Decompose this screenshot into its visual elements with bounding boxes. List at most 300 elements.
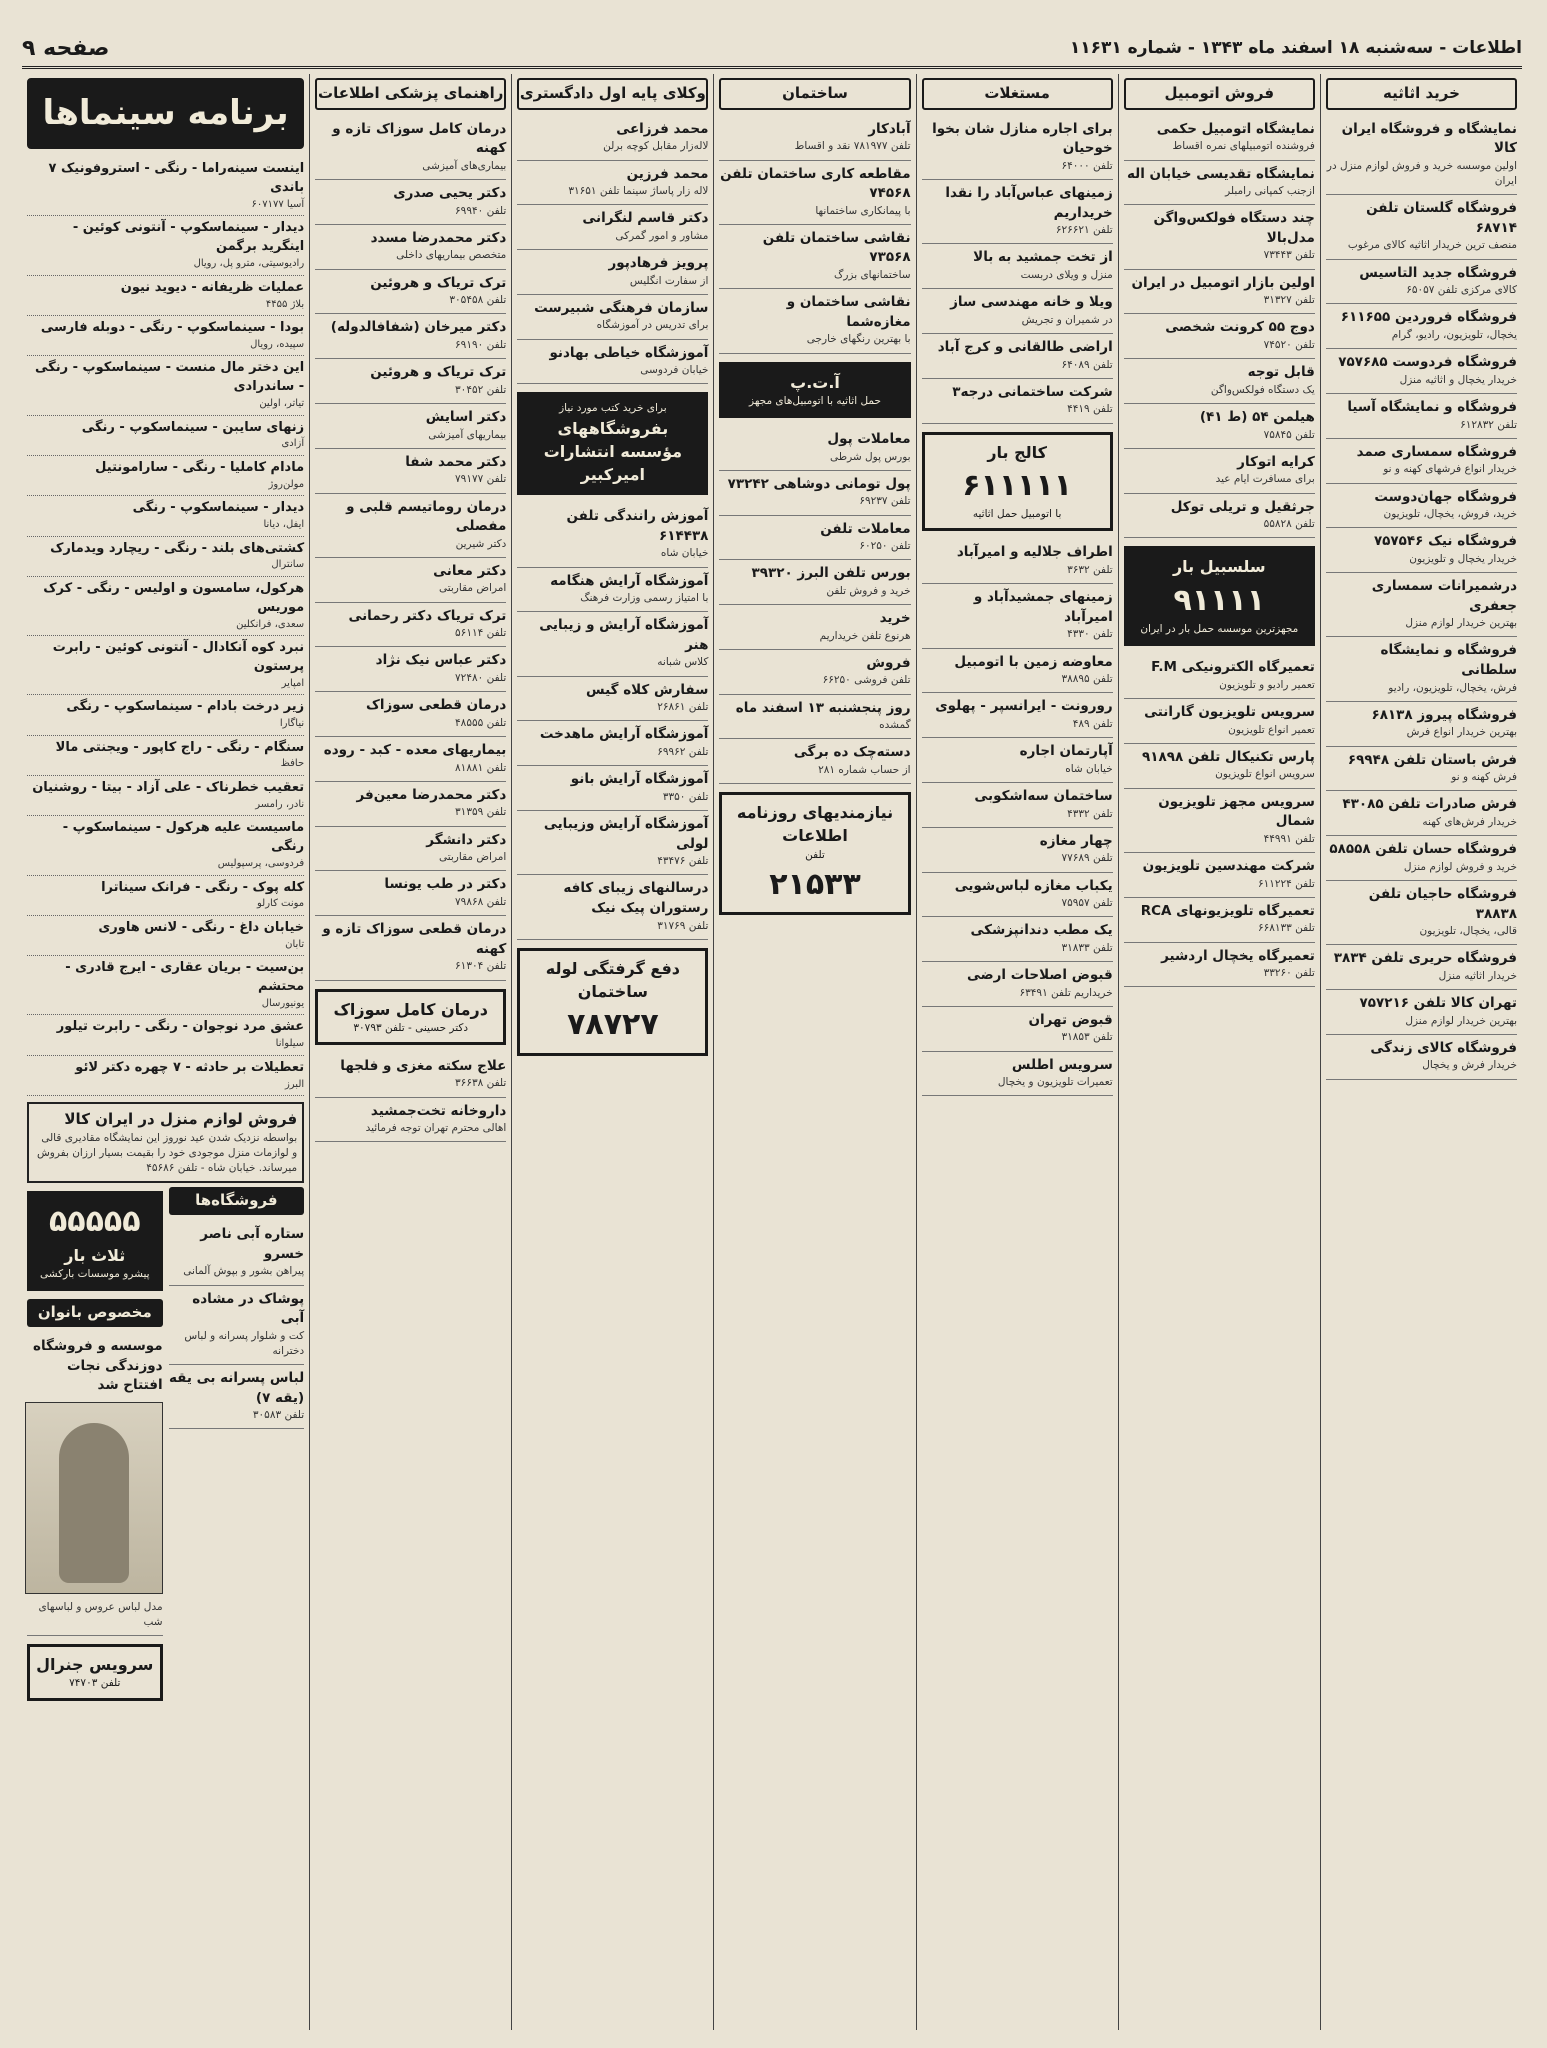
- ad-title: فروشگاه پیروز ۶۸۱۳۸: [1371, 706, 1517, 723]
- ad-item: [315, 558, 506, 603]
- film-listing: [27, 916, 304, 956]
- ad-item: [922, 649, 1113, 694]
- ad-body: خریدار یخچال و تلویزیون: [1409, 552, 1517, 565]
- ad-item: [922, 917, 1113, 962]
- ad-body: تلفن ۳۰۵۸۳: [252, 1409, 305, 1422]
- ad-title: رورونت - ایرانسپر - پهلوی: [935, 698, 1113, 715]
- ad-list: [922, 539, 1113, 1096]
- ad-body: خیابان شاه: [660, 547, 709, 560]
- ad-item: [922, 584, 1113, 648]
- ad-item: [1124, 116, 1315, 161]
- ad-title: زنهای سایبن - سینماسکوپ - رنگی: [81, 419, 305, 435]
- notice-body: بواسطه نزدیک شدن عید نوروز این نمایشگاه مقادیری قالی و لوازمات منزل موجودی خود را بقیمت بسیار ارزان بفروش میرساند. خیابان شاه - تلفن ۴۵۶۸۶: [36, 1131, 298, 1175]
- special-ad: [27, 1333, 163, 1636]
- ad-body: آزادی: [281, 438, 305, 450]
- cinema-header: برنامه سینماها: [27, 78, 304, 149]
- ad-item: [1124, 654, 1315, 699]
- ad-title: دیدار - سینماسکوپ - رنگی: [132, 500, 305, 516]
- ad-item: [517, 766, 708, 811]
- film-listing: [27, 876, 304, 916]
- ad-item: [719, 161, 910, 225]
- column-medical-guide: [309, 74, 511, 2030]
- ad-title: دکتر محمدرضا مسدد: [370, 229, 507, 246]
- ad-item: [169, 1286, 305, 1366]
- ad-title: ترک تریاک و هروئین: [370, 364, 507, 381]
- ad-title: فروشگاه فردوست ۷۵۷۶۸۵: [1338, 354, 1517, 371]
- ad-title: محمد فرزین: [626, 165, 709, 182]
- ad-item: [315, 1053, 506, 1098]
- ad-body: تلفن ۳۶۶۳۸: [455, 1077, 507, 1090]
- ad-title: فروشگاه کالای زندگی: [1370, 1039, 1517, 1056]
- ad-title: پارس تکنیکال تلفن ۹۱۸۹۸: [1141, 748, 1315, 765]
- ad-body: تلفن ۳۸۸۹۵: [1061, 673, 1113, 686]
- ad-item: [922, 116, 1113, 180]
- ad-item: [922, 539, 1113, 584]
- column-real-estate: [916, 74, 1118, 2030]
- ad-body: تلفن ۷۵۸۴۵: [1263, 428, 1315, 441]
- box-phone: ۵۵۵۵۵: [49, 1204, 141, 1240]
- ad-item: [922, 693, 1113, 738]
- ad-item: [922, 379, 1113, 424]
- ad-body: حافظ: [280, 758, 305, 770]
- ad-title: خرید: [879, 610, 911, 627]
- ad-title: نمایشگاه تقدیسی خیابان اله: [1126, 165, 1315, 182]
- film-listing: [27, 736, 304, 776]
- box-title: دفع گرفتگی لوله ساختمان: [545, 958, 680, 1001]
- ad-body: خریداریم تلفن ۶۳۴۹۱: [1019, 986, 1113, 999]
- ad-title: آموزشگاه آرایش وزیبایی لولی: [543, 816, 709, 852]
- ad-body: تلفن ۷۵۹۵۷: [1061, 897, 1113, 910]
- ad-title: ترک تریاک دکتر رحمانی: [348, 607, 507, 624]
- ad-body: تابان: [285, 938, 305, 950]
- ad-item: [315, 494, 506, 558]
- ad-body: تلفن ۷۲۴۸۰: [455, 672, 507, 685]
- ad-item: [315, 225, 506, 270]
- ad-body: مونت کارلو: [257, 898, 305, 910]
- ad-body: تلفن ۶۱۳۰۴: [455, 960, 507, 973]
- ad-list: [517, 116, 708, 385]
- ad-title: علاج سکته مغزی و فلجها: [340, 1057, 507, 1074]
- ad-title: ویلا و خانه مهندسی ساز: [950, 294, 1113, 311]
- ad-body: تیاتر، اولین: [259, 398, 305, 410]
- ad-item: [1326, 260, 1517, 305]
- ad-title: تهران کالا تلفن ۷۵۷۲۱۶: [1359, 995, 1517, 1012]
- ad-body: تلفن ۴۳۳۰: [1067, 628, 1113, 641]
- box-title: سرویس جنرال: [36, 1655, 154, 1675]
- ad-body: بورس پول شرطی: [829, 450, 911, 463]
- ad-title: خیابان داغ - رنگی - لانس هاوری: [98, 919, 305, 935]
- ad-body: تلفن ۳۱۸۳۳: [1061, 941, 1113, 954]
- ad-body: لاله زار پاساژ سینما تلفن ۳۱۶۵۱: [568, 185, 709, 198]
- ad-body: یخچال، تلویزیون، رادیو، گرام: [1391, 329, 1517, 341]
- ad-item: [517, 568, 708, 613]
- section-header: راهنمای پزشکی اطلاعات: [315, 78, 506, 110]
- ad-title: این دختر مال منست - سینماسکوپ - رنگی - ساندرادی: [35, 360, 305, 395]
- ad-title: محمد فرزاعی: [616, 120, 709, 137]
- ad-body: البرز: [284, 1078, 305, 1090]
- ad-item: [315, 449, 506, 494]
- ad-title: تعمیرگاه تلویزیونهای RCA: [1140, 902, 1315, 919]
- ad-body: تلفن ۴۳۳۲: [1067, 807, 1113, 820]
- ad-title: داروخانه تخت‌جمشید: [370, 1102, 507, 1119]
- film-listing: [27, 276, 304, 316]
- ad-title: اولین بازار اتومبیل در ایران: [1131, 274, 1315, 291]
- ad-title: بودا - سینماسکوپ - رنگی - دوبله فارسی: [40, 320, 305, 336]
- box-title: کالج بار: [987, 442, 1047, 462]
- ad-body: خریدار فرش و یخچال: [1422, 1059, 1517, 1072]
- ad-item: [1326, 116, 1517, 196]
- ad-title: نقاشی ساختمان تلفن ۷۳۵۶۸: [762, 229, 911, 266]
- ad-item: [1326, 791, 1517, 836]
- ad-title: دوج ۵۵ کرونت شخصی: [1165, 319, 1315, 336]
- ad-title: سازمان فرهنگی شبیرست: [534, 299, 709, 316]
- ad-body: مولن‌روژ: [268, 478, 305, 490]
- ad-body: تلفن ۶۱۱۲۲۴: [1257, 877, 1315, 890]
- ad-title: موسسه و فروشگاه دوزندگی نجات افتتاح شد: [32, 1338, 163, 1394]
- ad-title: آموزشگاه آرایش و زیبایی هنر: [539, 617, 709, 653]
- ad-item: [719, 739, 910, 784]
- ad-item: [315, 270, 506, 315]
- ad-item: [719, 225, 910, 289]
- ad-body: تلفن ۴۸۹: [1072, 717, 1113, 730]
- box-subtitle: مجهزترین موسسه حمل بار در ایران: [1140, 623, 1299, 636]
- ad-title: دکتر معانی: [433, 562, 507, 579]
- ad-title: دکتر محمدرضا معین‌فر: [356, 786, 507, 803]
- box-subtitle: پیشرو موسسات بارکشی: [39, 1268, 150, 1281]
- ad-title: دکتر اسایش: [425, 409, 507, 425]
- ad-item: [315, 1098, 506, 1143]
- ad-item: [315, 827, 506, 872]
- ad-title: دکتر دانشگر: [426, 831, 507, 848]
- ad-title: سنگام - رنگی - راج کاپور - ویجنتی مالا: [55, 739, 305, 755]
- ad-title: فروش: [866, 654, 911, 671]
- ad-body: خیابان فردوسی: [640, 364, 709, 377]
- section-header: خرید اثاثیه: [1326, 78, 1517, 110]
- box-subtitle: تلفن: [805, 848, 825, 861]
- ad-title: فرش باستان تلفن ۶۹۹۴۸: [1347, 751, 1517, 768]
- box-subtitle: با اتومبیل حمل اثاثیه: [972, 508, 1062, 521]
- box-subtitle: برای خرید کتب مورد نیاز: [559, 402, 667, 415]
- page-number: صفحه ۹: [22, 35, 110, 61]
- ad-body: خریدار فرش‌های کهنه: [1422, 815, 1517, 828]
- ad-item: [517, 677, 708, 722]
- ad-title: مقاطعه کاری ساختمان تلفن ۷۴۵۶۸: [720, 165, 911, 202]
- box-phone: ۶۱۱۱۱۱: [962, 467, 1073, 503]
- section-header: مستغلات: [922, 78, 1113, 110]
- classifieds-phone-box: [719, 792, 910, 915]
- ad-body: اولین موسسه خرید و فروش لوازم منزل در ایران: [1326, 159, 1517, 188]
- ad-item: [1326, 747, 1517, 792]
- ad-item: [315, 871, 506, 916]
- ad-body: سانترال: [271, 559, 305, 571]
- ad-body: رادیوسیتی، مترو پل، رویال: [193, 258, 305, 270]
- ad-body: برای مسافرت ایام عید: [1215, 473, 1315, 486]
- ad-title: سفارش کلاه گیس: [586, 681, 709, 698]
- ad-title: از تخت جمشید به بالا: [973, 249, 1113, 266]
- ad-title: یکباب مغازه لباس‌شویی: [954, 877, 1113, 894]
- ad-title: دکتر قاسم لنگرانی: [582, 210, 709, 227]
- ad-item: [1124, 449, 1315, 494]
- ad-body: خیابان شاه: [1065, 762, 1113, 775]
- ad-title: سرویس اطلس: [1011, 1056, 1113, 1073]
- ad-title: شرکت مهندسین تلویزیون: [1142, 857, 1315, 874]
- ad-body: تلفن ۳۰۵۴۵۸: [449, 294, 507, 307]
- ad-title: قابل توجه: [1247, 364, 1315, 381]
- ad-body: تلفن ۳۱۷۶۹: [657, 919, 709, 932]
- ad-item: [517, 340, 708, 385]
- box-title: سلسبیل بار: [1172, 557, 1266, 577]
- ad-item: [1124, 314, 1315, 359]
- ad-item: [1124, 898, 1315, 943]
- ad-title: فروشگاه حاجیان تلفن ۳۸۸۳۸: [1368, 885, 1517, 922]
- film-listing: [27, 496, 304, 536]
- ad-title: دکتر میرخان (شفافالدوله): [330, 319, 507, 336]
- ad-body: فرش کهنه و نو: [1451, 771, 1517, 784]
- ad-title: نقاشی ساختمان و مغازه‌شما: [786, 294, 911, 330]
- ad-body: سعدی، فرانکلین: [236, 618, 305, 630]
- ad-title: کرایه اتوکار: [1237, 453, 1315, 470]
- ad-body: تلفن ۳۱۳۵۹: [455, 806, 507, 819]
- ad-body: تلفن ۴۴۹۹۱: [1263, 832, 1315, 845]
- ad-list: [1124, 654, 1315, 987]
- ad-title: دکتر عباس نیک نژاد: [375, 652, 507, 669]
- ad-title: سرویس تلویزیون گارانتی: [1144, 704, 1315, 721]
- ad-title: سرویس مجهز تلویزیون شمال: [1158, 793, 1315, 830]
- ad-body: تلفن ۷۷۶۸۹: [1061, 852, 1113, 865]
- ad-title: آبادکار: [868, 120, 911, 137]
- ad-item: [922, 1007, 1113, 1052]
- ad-body: تلفن ۶۱۲۸۳۲: [1460, 418, 1517, 431]
- ad-body: خریدار یخچال و اثاثیه منزل: [1399, 373, 1517, 386]
- ad-item: [517, 295, 708, 340]
- box-subtitle: تلفن ۷۴۷۰۳: [69, 1677, 121, 1690]
- ad-title: معاملات تلفن: [820, 520, 911, 537]
- ad-title: پوشاک در مشاده آبی: [192, 1290, 305, 1327]
- ad-item: [1326, 304, 1517, 349]
- column-cinema: [22, 74, 309, 2030]
- ad-item: [1326, 945, 1517, 990]
- fashion-photo: [25, 1402, 163, 1594]
- ad-item: [1326, 990, 1517, 1035]
- film-listing: [27, 816, 304, 875]
- plumbing-box: [517, 948, 708, 1056]
- ad-title: قبوض اصلاحات ارضی: [966, 967, 1113, 984]
- ad-body: برای تدریس در آموزشگاه: [596, 319, 709, 332]
- ad-body: امراض مقاربتی: [438, 851, 507, 864]
- ad-title: آموزشگاه آرایش بانو: [570, 771, 709, 788]
- ad-title: ماسیست علیه هرکول - سینماسکوپ - رنگی: [62, 820, 305, 855]
- ad-item: [517, 612, 708, 676]
- ad-body: بیماری‌های آمیزشی: [422, 159, 507, 172]
- ad-body: امراض مقاربتی: [438, 582, 507, 595]
- ad-item: [517, 811, 708, 875]
- ad-item: [517, 161, 708, 206]
- ad-body: خریدار انواع فرشهای کهنه و نو: [1383, 463, 1517, 476]
- masthead-date-issue: اطلاعات - سه‌شنبه ۱۸ اسفند ماه ۱۳۴۳ - شماره ۱۱۶۳۱: [1069, 38, 1522, 58]
- ad-body: تلفن ۶۹۱۹۰: [455, 339, 507, 351]
- ad-body: خرید و فروش تلفن: [826, 584, 911, 597]
- ad-item: [1326, 439, 1517, 484]
- ad-body: با بهترین رنگهای خارجی: [806, 333, 911, 346]
- ad-item: [719, 695, 910, 740]
- ad-title: اراضی طالقانی و کرج آباد: [937, 339, 1113, 355]
- ad-title: نمایشگاه و فروشگاه ایران کالا: [1341, 120, 1517, 157]
- ad-item: [1326, 881, 1517, 945]
- ad-title: فروشگاه حریری تلفن ۳۸۳۴: [1333, 950, 1517, 967]
- column-car-sales: [1118, 74, 1320, 2030]
- ad-item: [315, 603, 506, 648]
- newspaper-page: [22, 30, 1522, 2030]
- ad-body: لاله‌زار مقابل کوچه برلن: [603, 140, 709, 153]
- treatment-box: [315, 989, 506, 1045]
- ad-title: فروشگاه سمساری صمد: [1356, 443, 1517, 460]
- ad-title: زمینهای عباس‌آباد را نقدا خریداریم: [945, 185, 1113, 221]
- ad-item: [1124, 853, 1315, 898]
- ad-item: [169, 1221, 305, 1285]
- ad-title: لباس پسرانه بی یقه (یقه ۷): [168, 1370, 305, 1406]
- film-listing: [27, 1015, 304, 1055]
- ad-item: [315, 916, 506, 980]
- ad-body: خریدار اثاثیه منزل: [1438, 969, 1517, 982]
- section-header: وکلای پایه اول دادگستری: [517, 78, 708, 110]
- ad-body: بیماریهای آمیزشی: [428, 428, 507, 441]
- ad-title: فروشگاه جهان‌دوست: [1374, 488, 1517, 505]
- ad-list: [1326, 116, 1517, 1080]
- ad-body: ایفل، دیانا: [263, 519, 305, 531]
- box-title: بفروشگاههای مؤسسه انتشارات امیرکبیر: [543, 418, 683, 485]
- ad-title: هیلمن ۵۴ (ط ۴۱): [1199, 409, 1315, 425]
- ad-item: [315, 180, 506, 225]
- ad-title: فروشگاه حسان تلفن ۵۸۵۵۸: [1329, 841, 1517, 858]
- ad-title: زیر درخت بادام - سینماسکوپ - رنگی: [66, 699, 305, 715]
- ad-title: دکتر یحیی صدری: [393, 185, 507, 202]
- ad-title: بیماریهای معده - کبد - روده: [323, 742, 507, 759]
- section-header: فروشگاه‌ها: [169, 1187, 305, 1215]
- ad-title: ترک تریاک و هروئین: [370, 274, 507, 291]
- film-listing: [27, 776, 304, 816]
- ad-columns: [22, 74, 1522, 2030]
- ad-title: جرثقیل و تریلی توکل: [1170, 498, 1315, 515]
- ad-title: بن‌سیت - بریان عقاری - ایرج قادری - محتشم: [65, 960, 305, 995]
- ad-body: تلفن ۶۶۸۱۳۳: [1257, 922, 1315, 935]
- box-phone: ۹۱۱۱۱: [1173, 582, 1266, 618]
- ad-body: مدل لباس عروس و لباسهای شب: [38, 1600, 163, 1629]
- ad-body: پیراهن بشور و بپوش آلمانی: [183, 1265, 305, 1278]
- ad-title: نمایشگاه اتومبیل حکمی: [1156, 120, 1315, 137]
- ad-body: مشاور و امور گمرکی: [615, 229, 709, 242]
- ad-title: آموزشگاه خیاطی بهادنو: [549, 344, 709, 361]
- ad-item: [1124, 494, 1315, 539]
- ad-title: فروشگاه گلستان تلفن ۶۸۷۱۴: [1366, 200, 1517, 236]
- film-listing: [27, 1056, 304, 1096]
- notice-title: فروش لوازم منزل در ایران کالا: [64, 1110, 298, 1129]
- ad-title: آموزش رانندگی تلفن ۶۱۴۴۳۸: [566, 508, 709, 544]
- ad-body: دکتر شیرین: [455, 537, 507, 550]
- notice-ad: [27, 1102, 304, 1183]
- ad-item: [719, 289, 910, 353]
- ad-body: تعمیرات تلویزیون و یخچال: [997, 1076, 1113, 1089]
- ad-item: [1326, 195, 1517, 259]
- film-listing: [27, 456, 304, 496]
- moving-company-box: [922, 432, 1113, 532]
- ad-list: [1124, 116, 1315, 539]
- ad-list: [719, 116, 910, 354]
- ad-title: اینست سینه‌راما - رنگی - استروفونیک ۷ باندی: [48, 161, 305, 196]
- ad-item: [719, 471, 910, 516]
- ad-body: ساختمانهای بزرگ: [833, 269, 911, 281]
- film-listing: [27, 537, 304, 577]
- ad-item: [1326, 1035, 1517, 1080]
- ad-title: تعقیب خطرناک - علی آزاد - بیتا - روشنیان: [32, 779, 305, 795]
- ad-item: [922, 1052, 1113, 1097]
- ad-title: فرش صادرات تلفن ۴۳۰۸۵: [1342, 796, 1517, 813]
- box-title: آ.ت.پ: [790, 372, 840, 392]
- ad-item: [315, 314, 506, 359]
- ad-item: [719, 560, 910, 605]
- column-lawyers: [511, 74, 713, 2030]
- ad-item: [922, 244, 1113, 289]
- ad-body: تلفن ۳۰۴۵۲: [455, 383, 507, 396]
- box-title: درمان کامل سوزاک: [333, 999, 488, 1019]
- ad-item: [1124, 789, 1315, 853]
- ad-title: پول تومانی دوشاهی ۷۳۲۴۲: [727, 475, 911, 492]
- film-listing: [27, 356, 304, 415]
- ad-body: تلفن ۷۸۱۹۷۷ نقد و اقساط: [794, 140, 911, 153]
- ad-title: ستاره آبی ناصر خسرو: [200, 1226, 305, 1262]
- ad-body: تلفن ۷۹۱۷۷: [455, 473, 507, 486]
- ad-body: کلاس شبانه: [657, 656, 709, 669]
- box-phone: ۷۸۷۲۷: [567, 1007, 659, 1043]
- ad-body: تلفن ۶۰۲۵۰: [859, 540, 911, 553]
- ad-body: کالای مرکزی تلفن ۶۵۰۵۷: [1406, 284, 1517, 297]
- ad-body: تلفن ۳۳۵۰: [662, 790, 709, 803]
- moving-company-box: [1124, 546, 1315, 646]
- ad-title: فروشگاه و نمایشگاه آسیا: [1347, 399, 1517, 415]
- ad-body: منصف ترین خریدار اثاثیه کالای مرغوب: [1347, 239, 1517, 252]
- ad-item: [315, 692, 506, 737]
- ad-item: [517, 503, 708, 567]
- ad-body: متخصص بیماریهای داخلی: [396, 249, 507, 262]
- ad-body: اهالی محترم تهران توجه فرمائید: [365, 1122, 507, 1135]
- ad-body: تلفن ۳۱۳۲۷: [1263, 294, 1315, 307]
- ad-title: دسته‌چک ده برگی: [793, 744, 911, 761]
- ad-body: سرویس انواع تلویزیون: [1215, 768, 1315, 781]
- ad-list: [169, 1221, 305, 1429]
- ad-body: تعمیر رادیو و تلویزیون: [1219, 678, 1315, 691]
- section-header: فروش اتومبیل: [1124, 78, 1315, 110]
- ad-body: آسیا ۶۰۷۱۷۷: [251, 198, 305, 210]
- ad-item: [517, 250, 708, 295]
- ad-item: [922, 180, 1113, 244]
- ad-item: [1124, 404, 1315, 449]
- box-subtitle: حمل اثاثیه با اتومبیل‌های مجهز: [749, 394, 881, 407]
- ad-body: یک دستگاه فولکس‌واگن: [1210, 383, 1315, 396]
- ad-item: [1326, 702, 1517, 747]
- box-title: ثلاث بار: [64, 1245, 126, 1265]
- ad-body: بهترین خریدار انواع فرش: [1406, 726, 1517, 739]
- ad-body: یونیورسال: [261, 997, 305, 1009]
- ad-title: درمان قطعی سوزاک: [366, 697, 507, 714]
- ad-title: کشتی‌های بلند - رنگی - ریچارد ویدمارک: [50, 540, 305, 556]
- ad-title: ساختمان سه‌اشکوبی: [974, 787, 1113, 804]
- ad-title: بورس تلفن البرز ۳۹۳۲۰: [751, 565, 911, 582]
- ad-body: تلفن ۳۱۸۵۳: [1061, 1031, 1113, 1044]
- film-listing: [27, 695, 304, 735]
- ad-body: با امتیاز رسمی وزارت فرهنگ: [580, 592, 709, 605]
- ad-body: از حساب شماره ۲۸۱: [818, 764, 911, 776]
- ad-item: [719, 116, 910, 161]
- ad-item: [719, 426, 910, 471]
